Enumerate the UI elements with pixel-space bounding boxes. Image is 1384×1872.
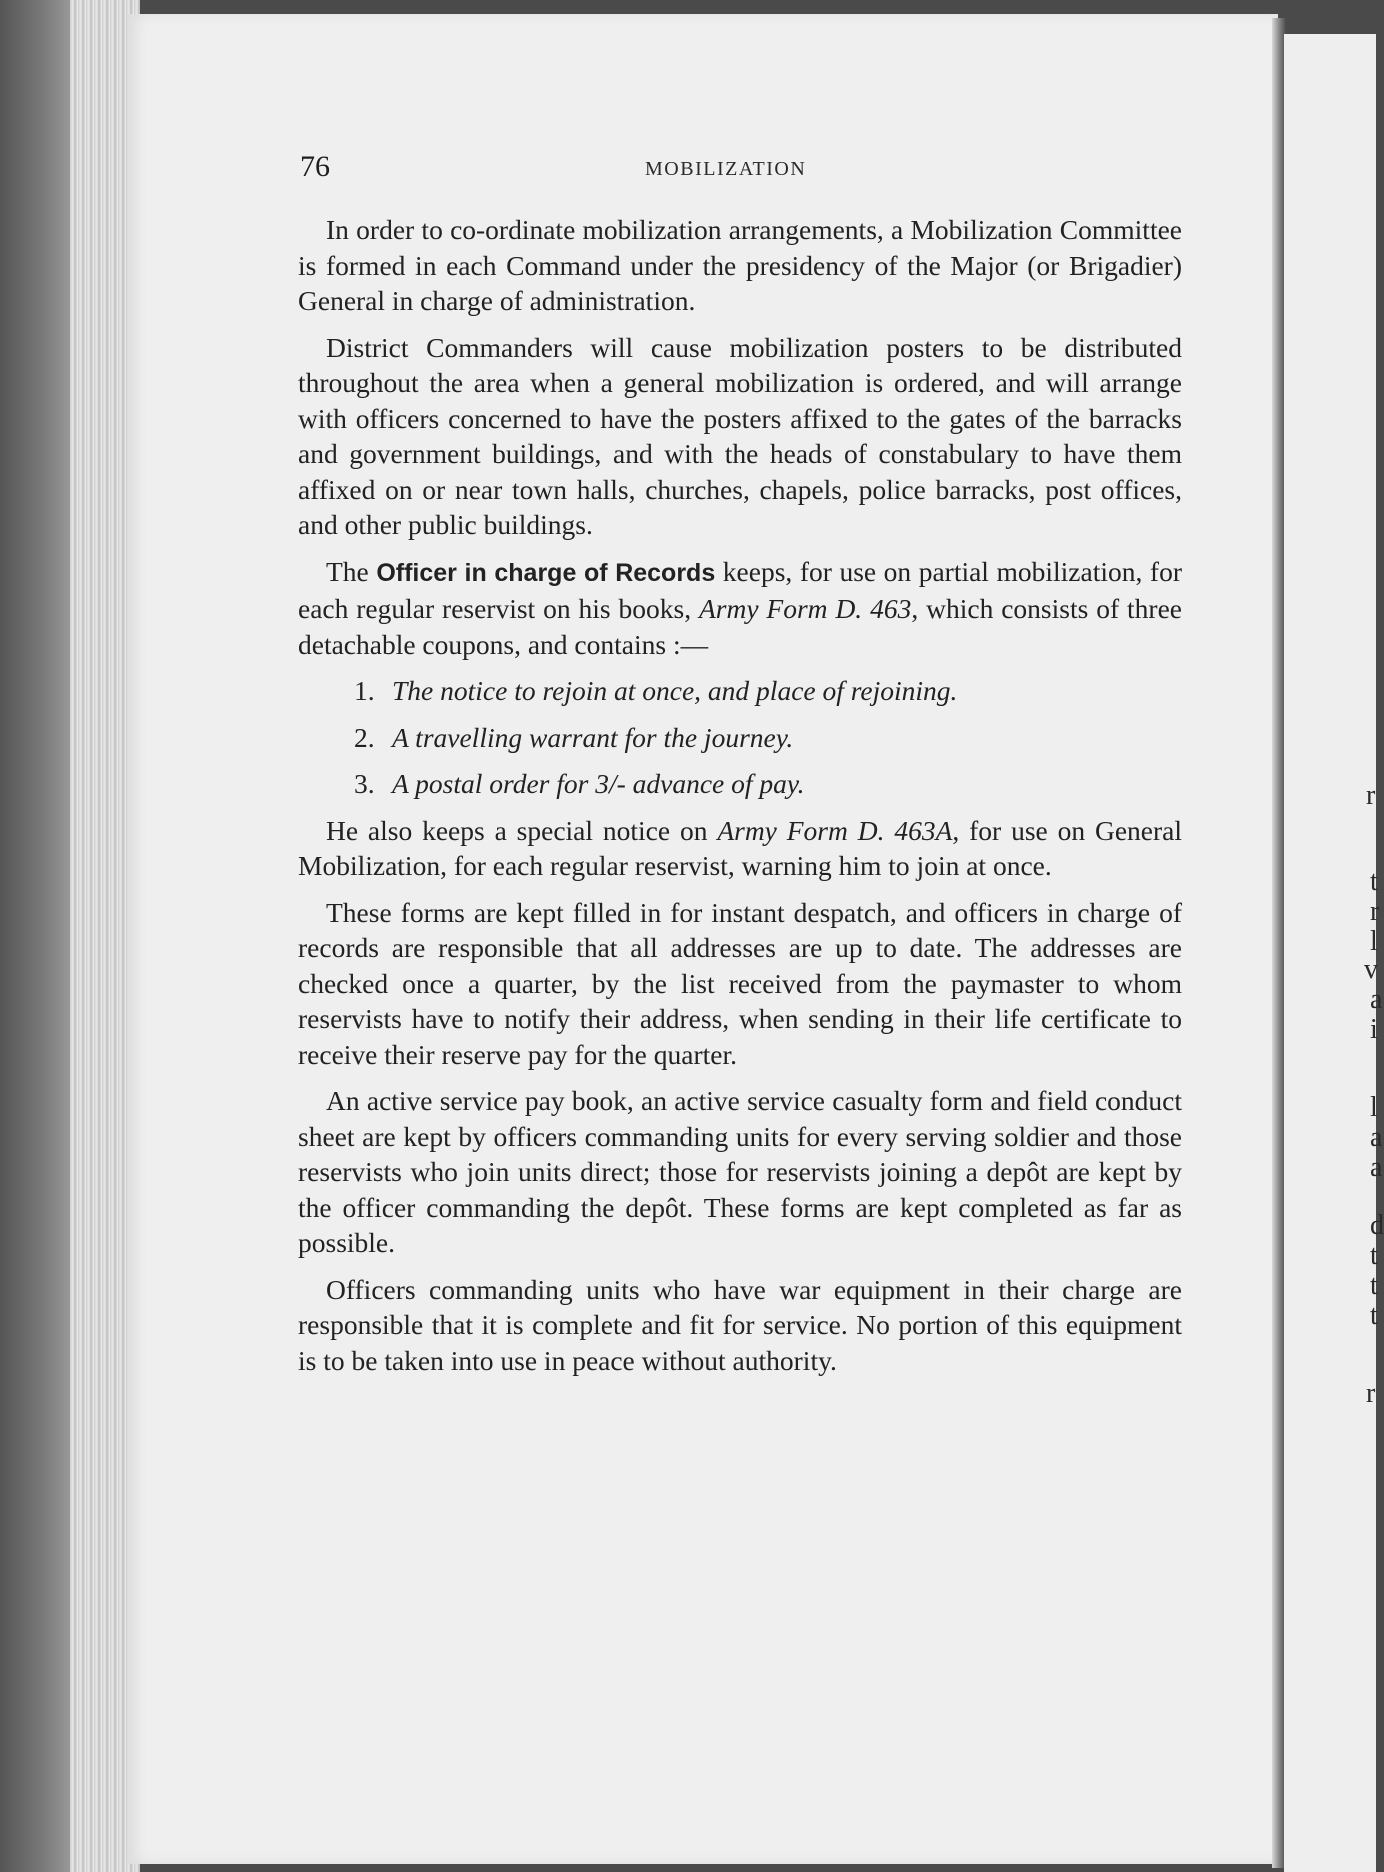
list-item [298,720,1182,756]
next-page-edge [1284,34,1384,1872]
form-reference: Army Form D. 463 [698,593,912,624]
list-item [298,766,1182,802]
bold-term: Officer in charge of Records [376,558,716,587]
paragraph-text: keeps, for use on partial mobilization, for each regular reservist on his books, [298,555,1182,624]
paragraph-text: He also keeps a special notice on [326,814,718,846]
running-head: MOBILIZATION [645,158,807,180]
paragraph-text: The [326,555,369,587]
next-page-fragment: a [1370,984,1383,1015]
list-number: 1. [354,675,375,706]
next-page-fragment: v [1364,954,1378,985]
list-number: 2. [354,721,375,753]
paragraph [298,813,1182,884]
paragraph-text: , for use on General Mobilization, for each regular reservist, warning him to join at once. [298,814,1182,881]
paragraph [298,554,1182,663]
list-number: 3. [354,768,375,799]
coupon-list [298,673,1182,802]
next-page-fragment: a [1370,1152,1383,1183]
paragraph: District Commanders will cause mobilization posters to be distributed throughout the area when a general mobilization is ordered, and will arrange with officers concerned to have the posters affixed to the gates of the barracks and government buildings, and with the heads of constabulary to have them affixed on or near town halls, churches, chapels, police barracks, post offices, and other public buildings. [298,331,1182,540]
next-page-fragment: l [1370,1092,1378,1123]
next-page-fragment: t [1370,1240,1378,1271]
list-text: A travelling warrant for the journey. [392,721,794,753]
list-text: A postal order for 3/- advance of pay. [392,768,805,799]
next-page-fragment: t [1370,1300,1378,1331]
book-cover-edge [0,0,72,1872]
next-page-fragment: a [1370,1122,1383,1153]
next-page-fragment: t [1370,1270,1378,1301]
page-header [300,150,1178,190]
next-page-fragment: l [1370,926,1378,957]
next-page-fragment: t [1370,866,1378,897]
page-number: 76 [300,150,330,183]
next-page-fragment: r [1366,780,1376,811]
next-page-fragment: i [1370,1014,1378,1045]
paragraph: In order to co-ordinate mobilization arrangements, a Mobilization Committee is formed in each Command under the presidency of the Major (or Brigadier) General in charge of administration. [298,214,1182,316]
body-text [298,212,1182,1389]
next-page-fragment: r [1366,1378,1376,1409]
paragraph: These forms are kept filled in for instant despatch, and officers in charge of records are responsible that all addresses are up to date. The addresses are checked once a quarter, by the list received from the paymaster to whom reservists have to notify their address, when sending in their life certificate to receive their reserve pay for the quarter. [298,896,1182,1070]
list-text: The notice to rejoin at once, and place of rejoining. [392,675,958,706]
paragraph-text: , which consists of three detachable coupons, and contains :— [298,593,1182,660]
paragraph: Officers commanding units who have war equipment in their charge are responsible that it is complete and fit for service. No portion of this equipment is to be taken into use in peace without authority. [298,1273,1182,1376]
next-page-fragment: r [1370,896,1380,927]
form-reference: Army Form D. 463A [717,814,953,846]
list-item [298,673,1182,709]
next-page-fragment: d [1370,1210,1384,1241]
paragraph: An active service pay book, an active service casualty form and field conduct sheet are kept by officers commanding units for every serving soldier and those reservists who join units direct; those for reservists joining a depôt are kept by the officer commanding the depôt. These forms are kept completed as far as possible. [298,1085,1182,1258]
